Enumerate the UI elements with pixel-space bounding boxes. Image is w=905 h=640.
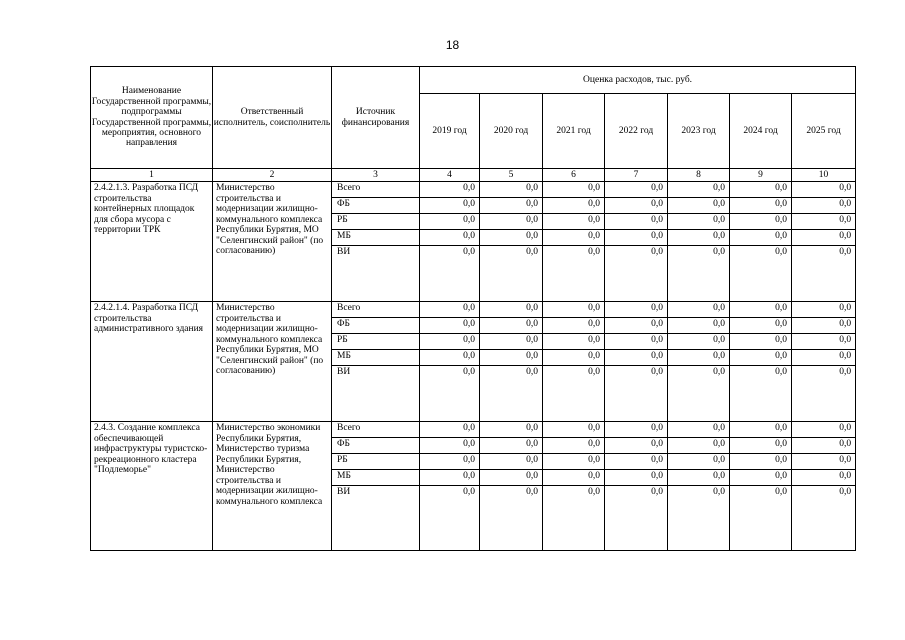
expense-value-cell: 0,0: [792, 318, 856, 334]
expense-value-cell: 0,0: [480, 214, 543, 230]
table-row: [91, 182, 856, 198]
funding-source-cell: Всего: [332, 422, 420, 438]
funding-source-cell: ФБ: [332, 198, 420, 214]
expense-value-cell: 0,0: [420, 350, 480, 366]
funding-source-cell: МБ: [332, 350, 420, 366]
header-name: Наименование Государственной программы, подпрограммы Государственной программы, мероприятия, основного направления: [91, 67, 213, 169]
expense-value-cell: 0,0: [420, 246, 480, 302]
expense-value-cell: 0,0: [605, 486, 668, 551]
expense-value-cell: 0,0: [420, 438, 480, 454]
expense-value-cell: 0,0: [420, 422, 480, 438]
expense-value-cell: 0,0: [480, 246, 543, 302]
expense-value-cell: 0,0: [543, 454, 605, 470]
expense-value-cell: 0,0: [730, 230, 792, 246]
expense-value-cell: 0,0: [543, 318, 605, 334]
expense-value-cell: 0,0: [792, 246, 856, 302]
expense-value-cell: 0,0: [730, 422, 792, 438]
expense-value-cell: 0,0: [730, 214, 792, 230]
expense-value-cell: 0,0: [605, 318, 668, 334]
expense-value-cell: 0,0: [668, 366, 730, 422]
funding-source-cell: ВИ: [332, 246, 420, 302]
expense-value-cell: 0,0: [543, 486, 605, 551]
expense-value-cell: 0,0: [668, 438, 730, 454]
expense-value-cell: 0,0: [730, 454, 792, 470]
expense-value-cell: 0,0: [730, 470, 792, 486]
expense-value-cell: 0,0: [605, 438, 668, 454]
header-year: 2019 год: [420, 94, 480, 169]
expense-value-cell: 0,0: [668, 230, 730, 246]
table-row: [91, 302, 856, 318]
expense-value-cell: 0,0: [730, 182, 792, 198]
expense-value-cell: 0,0: [420, 230, 480, 246]
header-executor: Ответственный исполнитель, соисполнитель: [213, 67, 332, 169]
expense-value-cell: 0,0: [480, 470, 543, 486]
expense-value-cell: 0,0: [792, 334, 856, 350]
expense-value-cell: 0,0: [605, 334, 668, 350]
expense-value-cell: 0,0: [480, 438, 543, 454]
expense-value-cell: 0,0: [792, 454, 856, 470]
column-number: 7: [605, 169, 668, 182]
header-estimate: Оценка расходов, тыс. руб.: [420, 67, 856, 94]
expense-value-cell: 0,0: [543, 214, 605, 230]
expense-value-cell: 0,0: [668, 350, 730, 366]
column-number: 1: [91, 169, 213, 182]
column-number: 8: [668, 169, 730, 182]
column-number: 5: [480, 169, 543, 182]
funding-source-cell: МБ: [332, 470, 420, 486]
expense-value-cell: 0,0: [543, 422, 605, 438]
header-year: 2020 год: [480, 94, 543, 169]
expense-value-cell: 0,0: [792, 438, 856, 454]
expense-value-cell: 0,0: [543, 334, 605, 350]
expense-value-cell: 0,0: [480, 334, 543, 350]
expense-value-cell: 0,0: [792, 486, 856, 551]
expense-value-cell: 0,0: [605, 422, 668, 438]
funding-source-cell: ВИ: [332, 486, 420, 551]
column-number: 6: [543, 169, 605, 182]
expense-value-cell: 0,0: [792, 366, 856, 422]
page-number: 18: [445, 38, 460, 52]
expense-value-cell: 0,0: [668, 182, 730, 198]
expense-value-cell: 0,0: [730, 486, 792, 551]
expense-value-cell: 0,0: [420, 334, 480, 350]
expense-value-cell: 0,0: [480, 302, 543, 318]
column-number: 9: [730, 169, 792, 182]
executor-cell: Министерство строительства и модернизации жилищно-коммунального комплекса Республики Бурятия, МО "Селенгинский район" (по согласованию): [213, 182, 332, 302]
column-number: 10: [792, 169, 856, 182]
header-source: Источник финансирования: [332, 67, 420, 169]
expense-value-cell: 0,0: [730, 318, 792, 334]
expense-value-cell: 0,0: [730, 366, 792, 422]
expense-value-cell: 0,0: [480, 182, 543, 198]
column-number-row: [91, 169, 856, 182]
expense-value-cell: 0,0: [730, 198, 792, 214]
funding-source-cell: МБ: [332, 230, 420, 246]
expense-value-cell: 0,0: [420, 486, 480, 551]
activity-name-cell: 2.4.2.1.3. Разработка ПСД строительства контейнерных площадок для сбора мусора с территории ТРК: [91, 182, 213, 302]
funding-source-cell: ВИ: [332, 366, 420, 422]
expense-value-cell: 0,0: [420, 302, 480, 318]
column-number: 2: [213, 169, 332, 182]
header-year: 2023 год: [668, 94, 730, 169]
expense-value-cell: 0,0: [668, 302, 730, 318]
expense-value-cell: 0,0: [792, 350, 856, 366]
expense-value-cell: 0,0: [543, 366, 605, 422]
expense-value-cell: 0,0: [543, 230, 605, 246]
expense-value-cell: 0,0: [605, 182, 668, 198]
expense-value-cell: 0,0: [792, 198, 856, 214]
funding-source-cell: РБ: [332, 454, 420, 470]
expense-value-cell: 0,0: [543, 302, 605, 318]
header-year: 2021 год: [543, 94, 605, 169]
expense-value-cell: 0,0: [480, 350, 543, 366]
expense-value-cell: 0,0: [420, 182, 480, 198]
header-year: 2025 год: [792, 94, 856, 169]
expense-value-cell: 0,0: [668, 318, 730, 334]
expense-value-cell: 0,0: [543, 198, 605, 214]
expense-value-cell: 0,0: [605, 302, 668, 318]
expense-value-cell: 0,0: [668, 334, 730, 350]
header-year: 2024 год: [730, 94, 792, 169]
expense-value-cell: 0,0: [730, 334, 792, 350]
table-body: [91, 182, 856, 551]
funding-source-cell: Всего: [332, 302, 420, 318]
header-row-top: [91, 67, 856, 94]
expense-value-cell: 0,0: [543, 182, 605, 198]
expense-value-cell: 0,0: [543, 470, 605, 486]
expense-value-cell: 0,0: [420, 214, 480, 230]
column-number: 3: [332, 169, 420, 182]
expense-value-cell: 0,0: [605, 214, 668, 230]
funding-source-cell: РБ: [332, 334, 420, 350]
expense-value-cell: 0,0: [480, 230, 543, 246]
expense-value-cell: 0,0: [668, 198, 730, 214]
header-year: 2022 год: [605, 94, 668, 169]
expense-value-cell: 0,0: [605, 198, 668, 214]
expense-value-cell: 0,0: [480, 198, 543, 214]
expense-value-cell: 0,0: [480, 318, 543, 334]
activity-name-cell: 2.4.3. Создание комплекса обеспечивающей инфраструктуры туристско-рекреационного кластера "Подлеморье": [91, 422, 213, 551]
column-number: 4: [420, 169, 480, 182]
funding-source-cell: Всего: [332, 182, 420, 198]
expense-value-cell: 0,0: [480, 422, 543, 438]
expense-value-cell: 0,0: [792, 302, 856, 318]
expense-value-cell: 0,0: [792, 214, 856, 230]
expense-value-cell: 0,0: [480, 454, 543, 470]
expense-value-cell: 0,0: [668, 214, 730, 230]
expense-value-cell: 0,0: [480, 366, 543, 422]
expense-value-cell: 0,0: [543, 438, 605, 454]
expense-value-cell: 0,0: [792, 422, 856, 438]
executor-cell: Министерство строительства и модернизации жилищно-коммунального комплекса Республики Бурятия, МО "Селенгинский район" (по согласованию): [213, 302, 332, 422]
expense-value-cell: 0,0: [730, 350, 792, 366]
expense-value-cell: 0,0: [605, 470, 668, 486]
funding-source-cell: РБ: [332, 214, 420, 230]
expense-value-cell: 0,0: [730, 438, 792, 454]
table-row: [91, 422, 856, 438]
expense-value-cell: 0,0: [605, 230, 668, 246]
expense-value-cell: 0,0: [543, 246, 605, 302]
expense-value-cell: 0,0: [668, 470, 730, 486]
expense-value-cell: 0,0: [605, 366, 668, 422]
expense-value-cell: 0,0: [420, 454, 480, 470]
expense-value-cell: 0,0: [420, 198, 480, 214]
expense-value-cell: 0,0: [730, 246, 792, 302]
expense-value-cell: 0,0: [605, 246, 668, 302]
expense-value-cell: 0,0: [730, 302, 792, 318]
executor-cell: Министерство экономики Республики Бурятия, Министерство туризма Республики Бурятия, Министерство строительства и модернизации жилищно-коммунального комплекса: [213, 422, 332, 551]
expense-value-cell: 0,0: [792, 230, 856, 246]
expense-value-cell: 0,0: [668, 454, 730, 470]
expense-value-cell: 0,0: [668, 422, 730, 438]
funding-source-cell: ФБ: [332, 318, 420, 334]
activity-name-cell: 2.4.2.1.4. Разработка ПСД строительства административного здания: [91, 302, 213, 422]
expense-value-cell: 0,0: [420, 366, 480, 422]
expense-value-cell: 0,0: [792, 470, 856, 486]
expense-value-cell: 0,0: [420, 318, 480, 334]
expense-value-cell: 0,0: [605, 350, 668, 366]
expense-value-cell: 0,0: [543, 350, 605, 366]
expense-value-cell: 0,0: [668, 486, 730, 551]
expense-value-cell: 0,0: [480, 486, 543, 551]
expense-value-cell: 0,0: [668, 246, 730, 302]
expenditure-table: [90, 66, 856, 551]
expense-value-cell: 0,0: [605, 454, 668, 470]
funding-source-cell: ФБ: [332, 438, 420, 454]
expense-value-cell: 0,0: [792, 182, 856, 198]
expense-value-cell: 0,0: [420, 470, 480, 486]
